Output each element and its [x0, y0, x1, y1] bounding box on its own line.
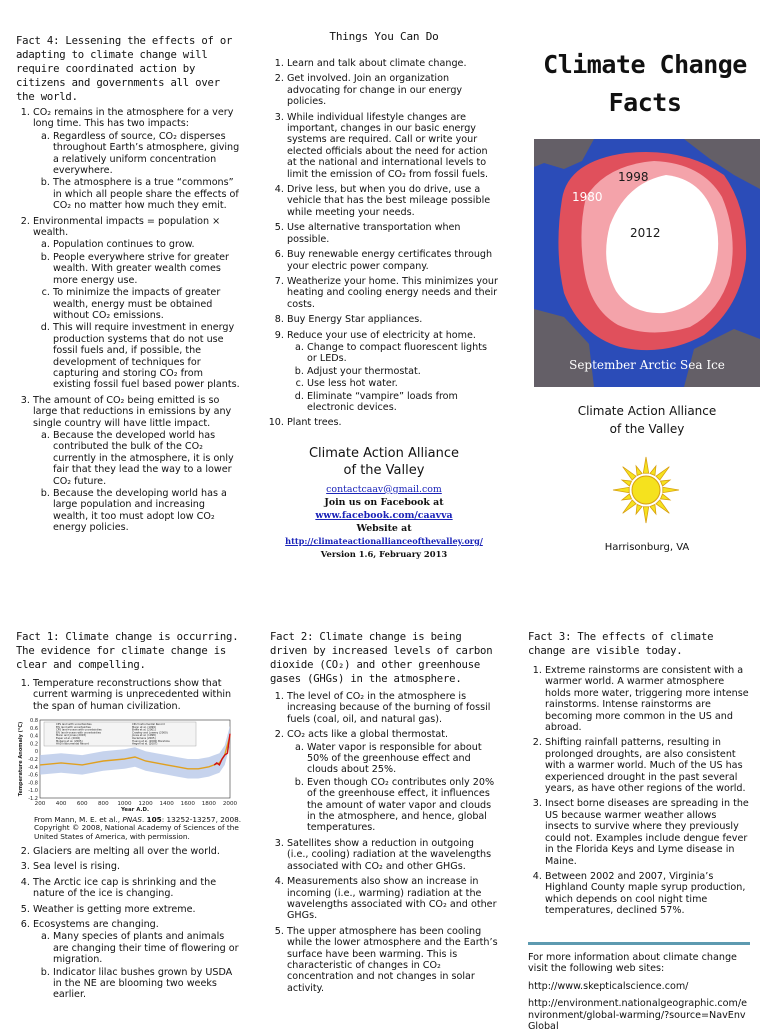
site-link-natgeo[interactable]: http://environment.nationalgeographic.com/environment/global-warming/?source=NavEnvGlobal	[528, 998, 747, 1032]
sun-ray	[636, 504, 642, 514]
list-item	[287, 314, 498, 325]
chart-y-tick-label: 0.6	[30, 726, 38, 733]
list-item-text: While individual lifestyle changes are important, changes in our basic energy systems are required. Call or write your elected officials about the need for action at the national and international levels to limit the emission of CO₂ from fossil fuels.	[287, 111, 489, 180]
list-item	[287, 73, 498, 107]
sub-list-item: d. This will require investment in energy production systems that do not use fossil fuels and, if possible, the development of techniques for capturing and storing CO₂ from existing fossil fuel based power plants.	[53, 322, 242, 390]
list-item-text: Weather is getting more extreme.	[33, 903, 196, 915]
chart-x-tick-label: 1000	[117, 801, 132, 808]
chart-x-tick-label: 200	[34, 801, 46, 808]
sun-ray	[643, 507, 648, 523]
chart-legend-entry: HAD Instrumental Record	[56, 742, 89, 746]
list-item	[287, 838, 498, 872]
sun-ray	[622, 494, 632, 500]
list-item-text: Plant trees.	[287, 417, 342, 429]
list-item	[287, 876, 498, 922]
website-link[interactable]: http://climateactionallianceofthevalley.org/	[285, 535, 483, 546]
sun-ray	[613, 487, 629, 492]
list-item-text: The upper atmosphere has been cooling while the lower atmosphere and the Earth’s surface have been warming. This is characteristic of changes in CO₂ concentration and not changes in solar activity.	[287, 925, 498, 994]
chart-y-tick-label: -0.4	[28, 765, 38, 772]
chart-y-tick-label: -0.2	[28, 757, 38, 764]
list-item-text: Environmental impacts = population × wealth.	[33, 215, 221, 239]
list-item-text: Buy renewable energy certificates through your electric power company.	[287, 249, 493, 272]
list-item	[33, 107, 242, 212]
sub-list-item: a. Many species of plants and animals are changing their time of flowering or migration.	[53, 931, 242, 965]
website-label: Website at	[356, 522, 412, 534]
chart-legend-entry: CPS land+ocean with uncertainties	[56, 728, 102, 732]
list-item-text: The level of CO₂ in the atmosphere is increasing because of the burning of fossil fuels (coal, oil, and natural gas).	[287, 691, 491, 725]
sun-ray	[623, 467, 636, 480]
list-item	[287, 276, 498, 310]
sun-ray	[643, 457, 648, 473]
list-item	[33, 846, 242, 857]
list-item	[287, 184, 498, 218]
more-info-text: For more information about climate change visit the following web sites:	[528, 952, 737, 975]
chart-y-tick-label: -1.2	[28, 796, 38, 803]
credit-pre: From Mann, M. E. et al.,	[34, 814, 123, 824]
version-text: Version 1.6, February 2013	[320, 548, 448, 559]
chart-y-tick-label: -0.8	[28, 780, 38, 787]
fact4-panel	[16, 34, 242, 538]
cover-org-line2: of the Valley	[609, 422, 685, 436]
list-item-text: Get involved. Join an organization advocating for change in our energy policies.	[287, 73, 463, 108]
chart-legend-entry: EIV land+ocean with uncertainties	[56, 731, 101, 735]
sub-list-item: a. Population continues to grow.	[53, 239, 242, 250]
sub-list-item: d. Eliminate “vampire” loads from electronic devices.	[307, 391, 498, 414]
list-item-text: Measurements also show an increase in incoming (i.e., warming) radiation at the wavelengths associated with CO₂ and other GHGs.	[287, 876, 497, 922]
chart-y-axis-label: Temperature Anomaly (°C)	[18, 721, 24, 797]
sub-list-item: b. Because the developing world has a large population and increasing wealth, it too must adopt low CO₂ energy policies.	[53, 488, 242, 534]
sub-list	[287, 342, 498, 413]
sub-list-item: b. Indicator lilac bushes grown by USDA in the NE are blooming two weeks earlier.	[53, 967, 242, 1001]
chart-x-tick-label: 600	[76, 801, 88, 808]
sub-list-item: c. Use less hot water.	[307, 378, 498, 389]
sun-ray	[650, 466, 656, 476]
list-item-text: Ecosystems are changing.	[33, 919, 159, 931]
list-item	[287, 330, 498, 414]
list-item-text: The amount of CO₂ being emitted is so large that reductions in emissions by any single country will have little impact.	[33, 394, 232, 429]
chart-x-tick-label: 800	[97, 801, 109, 808]
list-item-text: The Arctic ice cap is shrinking and the nature of the ice is changing.	[33, 876, 217, 900]
list-item	[287, 417, 498, 428]
list-item	[33, 904, 242, 915]
things-list	[270, 58, 498, 429]
credit-post: : 13252-13257, 2008. Copyright © 2008, National Academy of Sciences of the United States of America, with permission.	[34, 814, 242, 842]
chart-legend-entry: Crowley and Lowery (2000)	[132, 731, 168, 735]
list-item-text: Learn and talk about climate change.	[287, 58, 467, 69]
sun-ray	[663, 487, 679, 492]
sun-ray	[636, 466, 642, 476]
cover-panel	[530, 46, 760, 553]
contact-org-line2: of the Valley	[343, 462, 425, 478]
sub-list-item: b. Even though CO₂ contributes only 20% of the greenhouse effect, it influences the amount of water vapor and clouds in the atmosphere, and hence, global temperatures.	[307, 777, 498, 834]
temperature-reconstruction-chart	[16, 716, 240, 812]
chart-legend-entry: CPS land with uncertainties	[56, 723, 92, 727]
list-item-text: Use alternative transportation when possible.	[287, 222, 461, 245]
sub-list-item: b. People everywhere strive for greater wealth. With greater wealth comes more energy use.	[53, 252, 242, 286]
chart-legend-entry: EIV land with uncertainties	[56, 726, 91, 730]
list-item-text: Extreme rainstorms are consistent with a warmer world. A warmer atmosphere holds more water, triggering more intense rainstorms. Intense rainstorms are becoming more common in the US and abroad.	[545, 665, 749, 734]
sun-ray	[656, 500, 669, 513]
list-item-text: Between 2002 and 2007, Virginia’s Highland County maple syrup production, which depends on cool night time temperatures, declined 57%.	[545, 870, 746, 917]
chart-x-tick-label: 1800	[201, 801, 217, 808]
list-item	[33, 919, 242, 1001]
cover-title-line2: Facts	[608, 88, 682, 117]
fact3-heading: Fact 3: The effects of climate change are visible today.	[528, 631, 714, 657]
arctic-sea-ice-map	[534, 139, 760, 387]
cover-title-line1: Climate Change	[543, 50, 747, 79]
list-item-text: Satellites show a reduction in outgoing (i.e., cooling) radiation at the wavelengths associated with CO₂ and other GHGs.	[287, 837, 492, 872]
chart-y-tick-label: 0.8	[30, 718, 38, 725]
map-year-2012: 2012	[630, 226, 661, 240]
list-item-text: Reduce your use of electricity at home.	[287, 329, 476, 341]
list-item	[287, 691, 498, 725]
list-item-text: Drive less, but when you do drive, use a vehicle that has the best mileage possible while meeting your needs.	[287, 184, 491, 218]
list-item	[33, 216, 242, 391]
fact4-heading: Fact 4: Lessening the effects of or adapting to climate change will require coordinated action by citizens and governments all over the world.	[16, 35, 233, 103]
chart-legend-entry: Esper et al. (2002)	[56, 737, 81, 741]
more-info-block	[528, 952, 750, 1032]
contact-org-line1: Climate Action Alliance	[308, 445, 460, 461]
contact-block	[270, 445, 498, 561]
chart-legend-entry: Huang et al. (2000) Borehole	[132, 740, 170, 744]
contact-email-link[interactable]: contactcaav@gmail.com	[326, 483, 442, 495]
fact3-list	[528, 665, 750, 917]
chart-x-tick-label: 2000	[222, 801, 238, 808]
sub-list	[33, 131, 242, 212]
sub-list	[33, 931, 242, 1000]
list-item-text: CO₂ remains in the atmosphere for a very long time. This has two impacts:	[33, 107, 234, 130]
list-item-text: Sea level is rising.	[33, 861, 120, 873]
list-item	[33, 395, 242, 534]
things-panel	[270, 30, 498, 561]
sub-list-item: a. Water vapor is responsible for about 50% of the greenhouse effect and clouds about 25%.	[307, 742, 498, 776]
sub-list-item: a. Change to compact fluorescent lights or LEDs.	[307, 342, 498, 365]
cover-location: Harrisonburg, VA	[604, 542, 690, 553]
list-item-text: Buy Energy Star appliances.	[287, 314, 423, 326]
chart-legend-entry: Moberg et al. (2005)	[56, 740, 83, 744]
fact1-panel	[16, 630, 242, 1005]
credit-volume: 105	[146, 814, 162, 824]
credit-journal: PNAS	[122, 814, 142, 824]
chart-legend-entry: Oerlemans (2005)	[132, 737, 156, 741]
fact1-item-1: 1. Temperature reconstructions show that current warming is unprecedented within the span of human civilization.	[33, 678, 242, 712]
sub-list	[287, 742, 498, 834]
list-item	[287, 222, 498, 245]
chart-x-tick-label: 1600	[180, 801, 195, 808]
cover-title	[530, 46, 760, 122]
fact2-list	[270, 691, 498, 994]
chart-y-tick-label: 0	[34, 749, 38, 756]
list-item-text: CO₂ acts like a global thermostat.	[287, 729, 449, 741]
sub-list	[33, 239, 242, 390]
chart-x-tick-label: 400	[55, 801, 67, 808]
fact2-panel	[270, 630, 498, 998]
map-caption: September Arctic Sea Ice	[569, 358, 725, 372]
fact1-list	[16, 846, 242, 1001]
sub-list-item: c. To minimize the impacts of greater wealth, energy must be obtained without CO₂ emissions.	[53, 287, 242, 321]
fact4-list	[16, 107, 242, 534]
facebook-label: Join us on Facebook at	[324, 496, 444, 508]
chart-x-tick-label: 1400	[159, 801, 174, 808]
section-divider	[528, 942, 750, 945]
map-year-1998: 1998	[618, 170, 649, 184]
site-link-skepticalscience[interactable]: http://www.skepticalscience.com/	[528, 980, 689, 992]
list-item	[545, 737, 750, 794]
fact1-heading: Fact 1: Climate change is occurring. The evidence for climate change is clear and compelling.	[16, 631, 239, 671]
list-item	[33, 877, 242, 900]
chart-legend-entry: Jones et al. (1998)	[132, 734, 156, 738]
sun-disc	[632, 476, 660, 504]
list-item-text: Insect borne diseases are spreading in the US because warmer weather allows insects to survive where they previously could not. Examples include dengue fever in the Florida Keys and Lyme disease in Maine.	[545, 798, 749, 867]
figure-credit: From Mann, M. E. et al., PNAS. 105: 13252-13257, 2008. Copyright © 2008, National Academy of Sciences of the United States of America, with permission.	[34, 814, 242, 842]
sun-ray	[660, 494, 670, 500]
fact1-list-start	[16, 678, 242, 712]
cover-org-line1: Climate Action Alliance	[577, 404, 717, 418]
list-item-text: Glaciers are melting all over the world.	[33, 846, 220, 858]
sun-ray	[656, 467, 669, 480]
sub-list-item: a. Because the developed world has contributed the bulk of the CO₂ currently in the atmosphere, it is only fair that they lead the way to a lower CO₂ future.	[53, 430, 242, 487]
sun-ray	[660, 480, 670, 486]
sub-list-item: a. Regardless of source, CO₂ disperses throughout Earth’s atmosphere, giving a relatively uniform concentration everywhere.	[53, 131, 242, 177]
chart-legend-entry: Briffa et al. (2001)	[132, 728, 156, 732]
map-year-1980: 1980	[572, 190, 603, 204]
sub-list	[33, 430, 242, 534]
chart-legend-entry: Hegerl et al. (2007)	[132, 742, 158, 746]
fact3-panel	[528, 630, 750, 921]
list-item	[287, 58, 498, 69]
list-item-text: Weatherize your home. This minimizes your heating and cooling energy needs and their costs.	[287, 275, 498, 310]
list-item	[545, 798, 750, 866]
chart-y-tick-label: -0.6	[28, 772, 38, 779]
chart-x-axis-label: Year A.D.	[120, 807, 150, 814]
facebook-link[interactable]: www.facebook.com/caavva	[315, 509, 453, 521]
chart-x-tick-label: 1200	[138, 801, 153, 808]
chart-legend-entry: Mann et al. (1999)	[132, 726, 156, 730]
list-item	[287, 249, 498, 272]
chart-y-tick-label: -1.0	[28, 788, 38, 795]
sun-ray	[650, 504, 656, 514]
sun-ray	[622, 480, 632, 486]
chart-legend-entry: CRU Instrumental Record	[132, 723, 165, 727]
chart-y-tick-label: 0.4	[30, 733, 38, 740]
sun-icon	[606, 450, 686, 530]
fact2-heading: Fact 2: Climate change is being driven by increased levels of carbon dioxide (CO₂) and other greenhouse gases (GHGs) in the atmosphere.	[270, 631, 493, 685]
things-heading: Things You Can Do	[329, 30, 439, 43]
chart-legend-entry: Mann and Jones (2003)	[56, 734, 87, 738]
sun-ray	[623, 500, 636, 513]
chart-y-tick-label: 0.2	[30, 741, 38, 748]
list-item	[545, 665, 750, 733]
list-item	[287, 112, 498, 180]
list-item	[287, 729, 498, 834]
list-item	[545, 871, 750, 917]
list-item	[287, 926, 498, 994]
list-item-text: Shifting rainfall patterns, resulting in prolonged droughts, are also consistent with a warmer world. Much of the US has experienced drought in the past several years, as have other regions of the world.	[545, 737, 746, 795]
list-item	[33, 861, 242, 872]
sub-list-item: b. Adjust your thermostat.	[307, 366, 498, 377]
sub-list-item: b. The atmosphere is a true “commons” in which all people share the effects of CO₂ no matter how much they emit.	[53, 177, 242, 211]
